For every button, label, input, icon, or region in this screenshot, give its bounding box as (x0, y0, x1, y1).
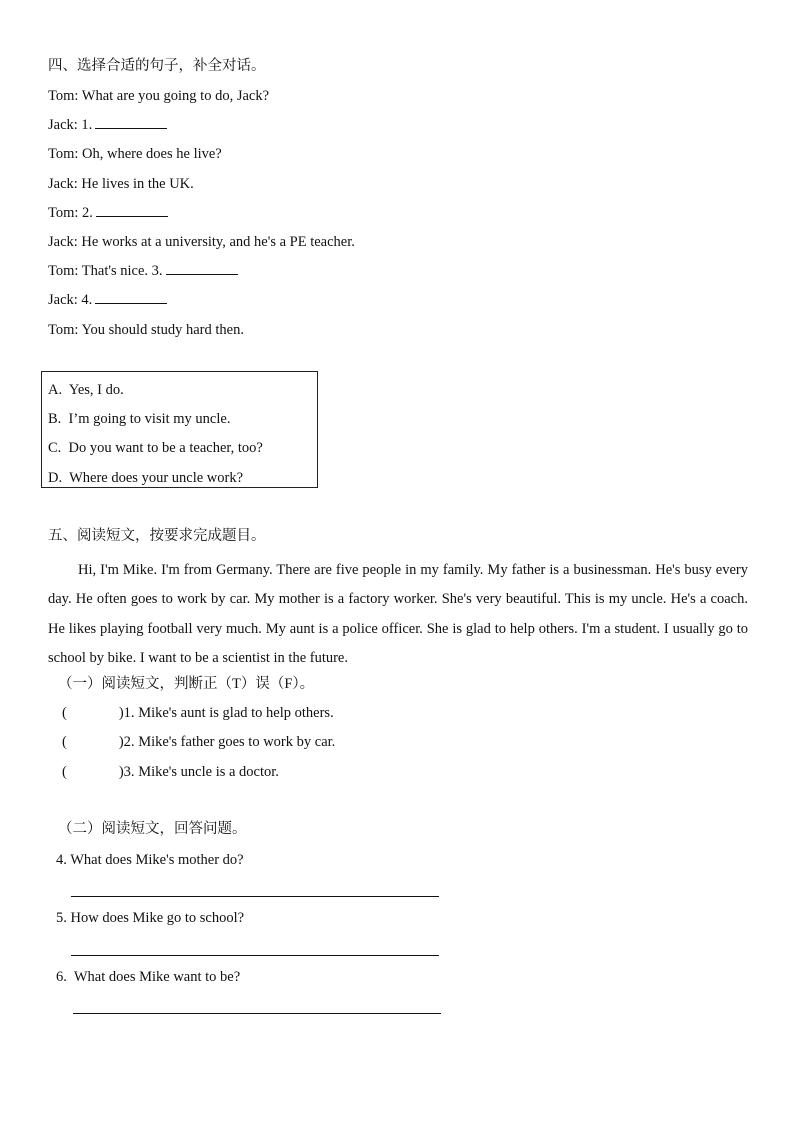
speaker: Tom (48, 88, 75, 104)
question-text: How does Mike go to school? (70, 910, 245, 926)
question (56, 968, 240, 986)
option-letter: B. (48, 411, 62, 427)
answer-blank[interactable] (166, 262, 238, 275)
tf-item: ( )1. Mike's aunt is glad to help others. (62, 705, 334, 721)
speaker: Tom (48, 146, 75, 162)
answer-line[interactable] (73, 1013, 441, 1014)
option-text: I’m going to visit my uncle. (68, 411, 231, 427)
tf-number: )3. (118, 764, 135, 780)
dialogue-line: Tom: What are you going to do, Jack? (48, 88, 270, 104)
option-d (48, 469, 243, 487)
dialogue-line: Jack: 1. (48, 116, 167, 134)
answer-blank[interactable] (96, 204, 168, 217)
option-text: Where does your uncle work? (69, 470, 244, 486)
dialogue-line: Tom: That's nice. 3. (48, 262, 238, 280)
question-number: 4. (56, 852, 67, 868)
answer-blank[interactable] (95, 116, 167, 129)
tf-item: ( )3. Mike's uncle is a doctor. (62, 764, 279, 780)
question-text: What does Mike's mother do? (70, 852, 244, 868)
tf-number: )1. (118, 705, 135, 721)
speaker: Jack (48, 176, 74, 192)
question-text: What does Mike want to be? (73, 969, 241, 985)
dialogue-text: He lives in the UK. (81, 176, 194, 192)
blank-number: 1. (81, 117, 93, 133)
speaker: Tom (48, 205, 75, 221)
answer-line[interactable] (71, 896, 439, 897)
tf-number: )2. (118, 734, 135, 750)
dialogue-text: That's nice. (81, 263, 149, 279)
option-letter: C. (48, 440, 62, 456)
blank-number: 3. (151, 263, 163, 279)
dialogue-line: Jack: He works at a university, and he's a PE teacher. (48, 234, 355, 250)
question-number: 6. (56, 969, 67, 985)
option-letter: D. (48, 470, 63, 486)
question (56, 851, 244, 869)
dialogue-line: Tom: 2. (48, 204, 168, 222)
speaker: Tom (48, 322, 75, 338)
speaker: Jack (48, 117, 74, 133)
section5-heading: 五、阅读短文，按要求完成题目。 (48, 528, 266, 544)
option-b (48, 410, 230, 428)
part2-heading: （二）阅读短文，回答问题。 (58, 821, 247, 837)
reading-passage: Hi, I'm Mike. I'm from Germany. There are five people in my family. My father is a businessman. He's busy every day. He often goes to work by car. My mother is a factory worker. She's very beautiful. This is my uncle. He's a coach. He likes playing football very much. My aunt is a police officer. She is glad to help others. I'm a student. I usually go to school by bike. I want to be a scientist in the future. (48, 562, 748, 667)
option-c (48, 439, 263, 457)
question (56, 909, 244, 927)
answer-blank[interactable] (95, 291, 167, 304)
option-a (48, 381, 124, 399)
option-text: Do you want to be a teacher, too? (68, 440, 263, 456)
tf-text: Mike's father goes to work by car. (138, 734, 336, 750)
dialogue-line: Jack: 4. (48, 291, 167, 309)
dialogue-line: Jack: He lives in the UK. (48, 176, 194, 192)
dialogue-text: You should study hard then. (81, 322, 244, 338)
blank-number: 2. (82, 205, 93, 221)
tf-text: Mike's aunt is glad to help others. (138, 705, 334, 721)
question-number: 5. (56, 910, 67, 926)
dialogue-text: Oh, where does he live? (82, 146, 222, 162)
dialogue-text: What are you going to do, Jack? (81, 88, 270, 104)
dialogue-text: He works at a university, and he's a PE teacher. (81, 234, 355, 250)
speaker: Jack (48, 234, 74, 250)
answer-line[interactable] (71, 955, 439, 956)
dialogue-line: Tom: Oh, where does he live? (48, 146, 222, 162)
dialogue-line: Tom: You should study hard then. (48, 322, 244, 338)
option-text: Yes, I do. (68, 382, 124, 398)
speaker: Tom (48, 263, 75, 279)
blank-number: 4. (81, 292, 93, 308)
section4-heading: 四、选择合适的句子，补全对话。 (48, 58, 266, 74)
option-letter: A. (48, 382, 63, 398)
tf-text: Mike's uncle is a doctor. (138, 764, 279, 780)
speaker: Jack (48, 292, 74, 308)
part1-heading: （一）阅读短文，判断正（T）误（F）。 (58, 676, 315, 692)
tf-item: ( )2. Mike's father goes to work by car. (62, 734, 336, 750)
